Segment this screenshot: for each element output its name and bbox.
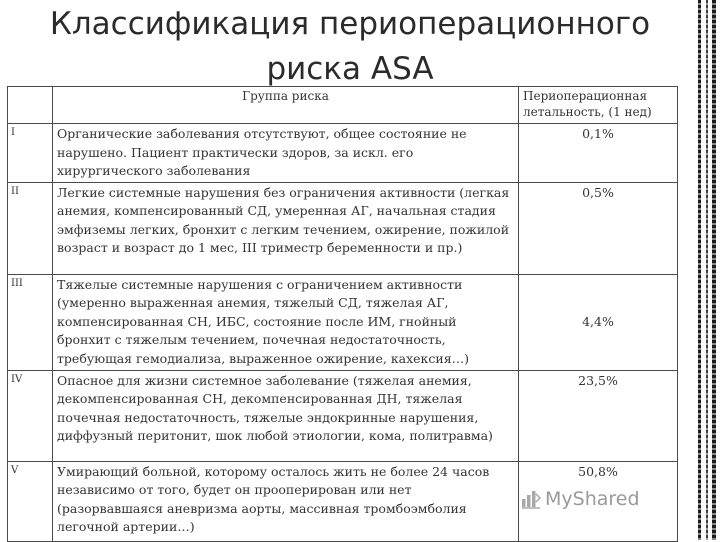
mortality-cell: 0,1% (519, 124, 678, 183)
header-mortality: Периоперационная летальность, (1 нед) (519, 87, 678, 124)
table-row (8, 124, 678, 183)
table-header-row (8, 87, 678, 124)
header-risk-group: Группа риска (53, 87, 519, 124)
asa-risk-table (7, 86, 678, 542)
table-row (8, 370, 678, 461)
risk-class-cell: III (8, 274, 53, 370)
risk-class-cell: IV (8, 370, 53, 461)
risk-description-cell: Умирающий больной, которому осталось жить не более 24 часов независимо от того, будет он прооперирован или нет (разорвавшаяся аневризма аорты, массивная тромбоэмболия легочной артерии…) (53, 461, 519, 541)
risk-description-cell: Органические заболевания отсутствуют, общее состояние не нарушено. Пациент практически здоров, за искл. его хирургического заболевания (53, 124, 519, 183)
risk-description-cell: Тяжелые системные нарушения с ограничением активности (умеренно выраженная анемия, тяжелый СД, тяжелая АГ, компенсированная СН, ИБС, состояние после ИМ, гнойный бронхит с тяжелым течением, почечная недостаточность, требующая гемодиализа, выраженное ожирение, кахексия…) (53, 274, 519, 370)
right-edge-decoration (692, 0, 720, 540)
watermark-text: MyShared (545, 488, 640, 510)
decorative-stripe (706, 0, 708, 540)
risk-description-cell: Легкие системные нарушения без ограничения активности (легкая анемия, компенсированный СД, умеренная АГ, начальная стадия эмфиземы легких, бронхит с легким течением, ожирение, пожилой возраст и возраст до 1 мес, III триместр беременности и пр.) (53, 182, 519, 274)
watermark (521, 486, 640, 512)
risk-description-cell: Опасное для жизни системное заболевание (тяжелая анемия, декомпенсированная СН, декомпенсированная ДН, тяжелая почечная недостаточность, тяжелые эндокринные нарушения, диффузный перитонит, шок любой этиологии, кома, политравма) (53, 370, 519, 461)
header-class-cell (8, 87, 53, 124)
risk-class-cell: V (8, 461, 53, 541)
risk-class-cell: II (8, 182, 53, 274)
slide-title-line-2: риска ASA (266, 51, 434, 87)
table-row (8, 274, 678, 370)
mortality-cell: 0,5% (519, 182, 678, 274)
slide-title (20, 2, 680, 92)
mortality-cell: 50,8% (519, 461, 678, 541)
table-row (8, 182, 678, 274)
mortality-cell: 4,4% (519, 274, 678, 370)
mortality-cell: 23,5% (519, 370, 678, 461)
risk-class-cell: I (8, 124, 53, 183)
slide-title-line-1: Классификация периоперационного (49, 6, 651, 42)
decorative-stripe (698, 0, 701, 540)
decorative-stripe (712, 0, 716, 540)
myshared-logo-icon (521, 489, 541, 509)
